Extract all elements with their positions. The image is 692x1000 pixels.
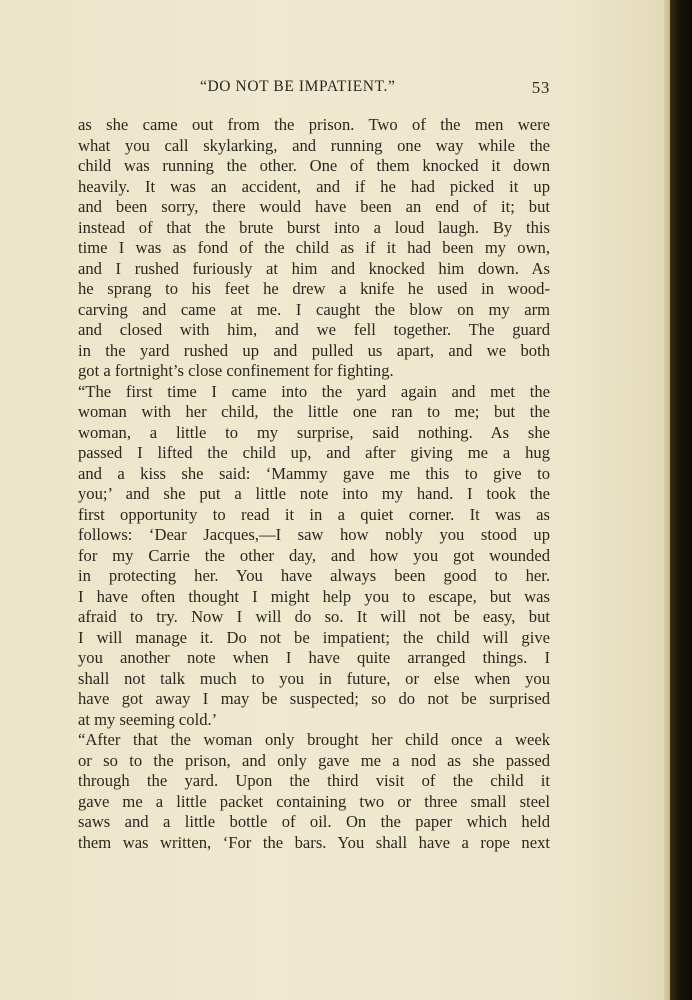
text-line: heavily. It was an accident, and if he had picked it up <box>78 176 550 196</box>
text-line: child was running the other. One of them knocked it down <box>78 156 550 175</box>
running-title: “DO NOT BE IMPATIENT.” <box>200 78 396 95</box>
text-line: at my seeming cold.’ <box>78 709 218 729</box>
text-line: have got away I may be suspected; so do not be surprised <box>78 689 550 708</box>
text-line: and been sorry, there would have been an end of it; but <box>78 197 550 216</box>
body-text <box>78 115 550 853</box>
text-line: time I was as fond of the child as if it had been my own, <box>78 238 550 257</box>
text-line: in the yard rushed up and pulled us apart, and we both <box>78 340 550 360</box>
text-line: gave me a little packet containing two or three small steel <box>78 791 550 811</box>
text-line: them was written, ‘For the bars. You shall have a rope next <box>78 832 550 852</box>
text-line: “After that the woman only brought her child once a week <box>78 730 550 749</box>
text-line: and a kiss she said: ‘Mammy gave me this to give to <box>78 463 550 483</box>
book-binding-edge <box>670 0 692 1000</box>
page-header <box>200 78 550 102</box>
text-line: “The first time I came into the yard again and met the <box>78 381 550 401</box>
text-line: or so to the prison, and only gave me a nod as she passed <box>78 750 550 770</box>
text-line: shall not talk much to you in future, or else when you <box>78 668 550 688</box>
text-line: I have often thought I might help you to escape, but was <box>78 586 550 606</box>
text-line: afraid to try. Now I will do so. It will not be easy, but <box>78 607 550 626</box>
text-line: in protecting her. You have always been good to her. <box>78 566 550 585</box>
text-line: follows: ‘Dear Jacques,—I saw how nobly you stood up <box>78 525 550 544</box>
text-line: you another note when I have quite arranged things. I <box>78 648 550 667</box>
text-line: and I rushed furiously at him and knocked him down. As <box>78 258 550 278</box>
text-line: first opportunity to read it in a quiet corner. It was as <box>78 504 550 524</box>
page-number: 53 <box>531 78 550 97</box>
text-line: through the yard. Upon the third visit of the child it <box>78 771 550 790</box>
text-line: he sprang to his feet he drew a knife he used in wood- <box>78 279 550 298</box>
text-line: saws and a little bottle of oil. On the paper which held <box>78 812 550 831</box>
text-line: instead of that the brute burst into a loud laugh. By this <box>78 217 550 237</box>
text-line: for my Carrie the other day, and how you got wounded <box>78 545 550 565</box>
text-line: as she came out from the prison. Two of the men were <box>78 115 550 134</box>
text-line: got a fortnight’s close confinement for fighting. <box>78 361 394 380</box>
text-line: passed I lifted the child up, and after giving me a hug <box>78 443 550 462</box>
text-line: you;’ and she put a little note into my hand. I took the <box>78 484 550 503</box>
text-line: and closed with him, and we fell together. The guard <box>78 320 550 339</box>
text-line: woman with her child, the little one ran to me; but the <box>78 402 550 421</box>
text-line: what you call skylarking, and running one way while the <box>78 135 550 155</box>
text-line: carving and came at me. I caught the blow on my arm <box>78 299 550 319</box>
text-line: I will manage it. Do not be impatient; the child will give <box>78 627 550 647</box>
text-line: woman, a little to my surprise, said nothing. As she <box>78 422 550 442</box>
